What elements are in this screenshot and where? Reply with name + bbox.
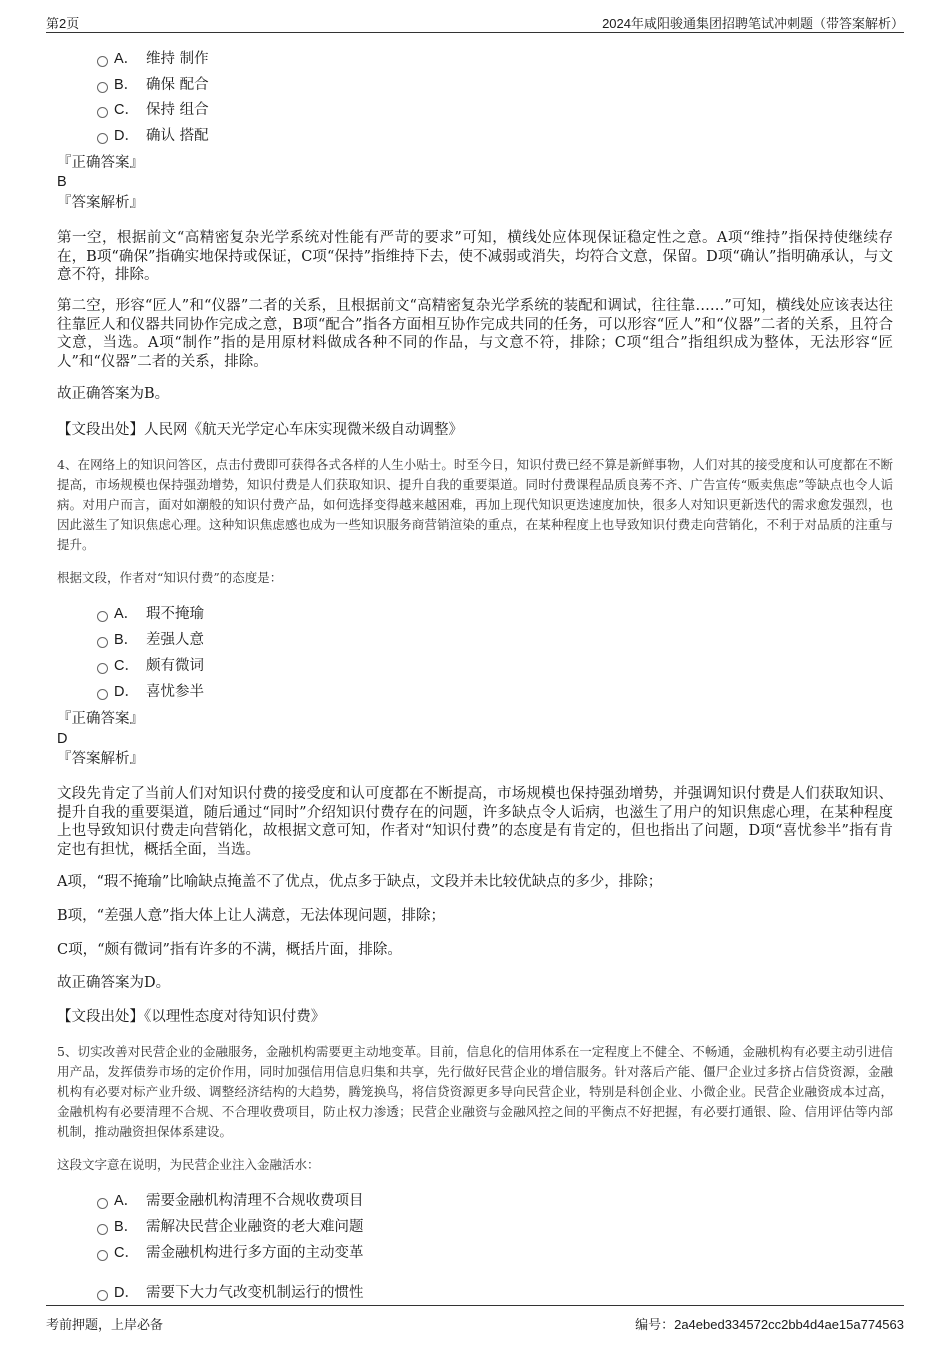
q3-analysis-label: 『答案解析』 <box>57 195 144 211</box>
q3-option-c[interactable]: C． 保持 组合 <box>97 100 209 120</box>
q4-option-a[interactable]: A． 瑕不掩瑜 <box>97 604 204 624</box>
q4-option-d[interactable]: D． 喜忧参半 <box>97 682 204 702</box>
radio-icon[interactable] <box>97 133 108 144</box>
radio-icon[interactable] <box>97 1290 108 1301</box>
q3-option-d[interactable]: D． 确认 搭配 <box>97 126 209 146</box>
document-id: 编号：2a4ebed334572cc2bb4d4ae15a774563 <box>635 1317 904 1332</box>
radio-icon[interactable] <box>97 689 108 700</box>
q4-analysis-p1: 文段先肯定了当前人们对知识付费的接受度和认可度都在不断提高，市场规模也保持强劲增势，并强调知识付费是人们获取知识、提升自我的重要渠道，随后通过“同时”介绍知识付费存在的问题，许多缺点令人诟病，也滋生了用户的知识焦虑心理，在某种程度上也导致知识付费走向营销化，故根据文意可知，作者对“知识付费”的态度是有肯定的，但也指出了问题，D项“喜忧参半”指有肯定也有担忧，概括全面，当选。 <box>57 786 893 858</box>
q3-option-a[interactable]: A． 维持 制作 <box>97 49 209 69</box>
q4-analysis-option-b: B项，“差强人意”指大体上让人满意，无法体现问题，排除； <box>57 908 445 924</box>
radio-icon[interactable] <box>97 1224 108 1235</box>
q4-question: 根据文段，作者对“知识付费”的态度是： <box>57 570 283 585</box>
q3-answer-label: 『正确答案』 <box>57 155 144 171</box>
q4-analysis-label: 『答案解析』 <box>57 751 144 767</box>
q3-answer: B <box>57 174 67 190</box>
q5-stem: 5、切实改善对民营企业的金融服务，金融机构需要更主动地变革。目前，信息化的信用体系在一定程度上不健全、不畅通，金融机构有必要主动引进信用产品，发挥债券市场的定价作用，同时加强信用信息归集和共享，先行做好民营企业的增信服务。针对落后产能、僵尸企业过多挤占信贷资源，金融机构有必要对标产业升级、调整经济结构的大趋势，腾笼换鸟，将信贷资源更多导向民营企业，特别是科创企业、小微企业。民营企业融资成本过高，金融机构有必要清理不合规、不合理收费项目，防止权力渗透；民营企业融资与金融风控之间的平衡点不好把握，有必要打通银、险、信用评估等内部机制，推动融资担保体系建设。 <box>57 1044 893 1139</box>
q5-option-c[interactable]: C． 需金融机构进行多方面的主动变革 <box>97 1243 364 1263</box>
radio-icon[interactable] <box>97 56 108 67</box>
radio-icon[interactable] <box>97 1250 108 1261</box>
q5-option-a[interactable]: A． 需要金融机构清理不合规收费项目 <box>97 1191 364 1211</box>
q5-option-d[interactable]: D． 需要下大力气改变机制运行的惯性 <box>97 1283 364 1303</box>
q3-source: 【文段出处】人民网《航天光学定心车床实现微米级自动调整》 <box>57 422 463 438</box>
q4-source: 【文段出处】《以理性态度对待知识付费》 <box>57 1009 326 1025</box>
q3-analysis-p2: 第二空，形容“匠人”和“仪器”二者的关系，且根据前文“高精密复杂光学系统的装配和调试，往往靠……”可知，横线处应该表达往往靠匠人和仪器共同协作完成之意，B项“配合”指各方面相互协作完成共同的任务，可以形容“匠人”和“仪器”二者的关系，且符合文意，当选。A项“制作”指的是用原材料做成各种不同的作品，与文意不符，排除；C项“组合”指组织成为整体，无法形容“匠人”和“仪器”二者的关系，排除。 <box>57 298 893 370</box>
page-header <box>46 12 904 33</box>
document-title: 2024年咸阳骏通集团招聘笔试冲刺题（带答案解析） <box>602 16 904 31</box>
q4-analysis-option-c: C项，“颇有微词”指有许多的不满，概括片面，排除。 <box>57 942 402 958</box>
page-number: 第2页 <box>46 16 80 31</box>
q5-question: 这段文字意在说明，为民营企业注入金融活水： <box>57 1157 320 1172</box>
radio-icon[interactable] <box>97 1198 108 1209</box>
q4-option-c[interactable]: C． 颇有微词 <box>97 656 204 676</box>
q4-answer-label: 『正确答案』 <box>57 711 144 727</box>
q4-answer: D <box>57 731 68 747</box>
q4-option-b[interactable]: B． 差强人意 <box>97 630 204 650</box>
radio-icon[interactable] <box>97 637 108 648</box>
radio-icon[interactable] <box>97 611 108 622</box>
radio-icon[interactable] <box>97 663 108 674</box>
q4-analysis-option-a: A项，“瑕不掩瑜”比喻缺点掩盖不了优点，优点多于缺点，文段并未比较优缺点的多少，排除； <box>57 874 663 890</box>
footer-slogan: 考前押题，上岸必备 <box>46 1318 164 1333</box>
page-footer <box>46 1305 904 1333</box>
q4-stem: 4、在网络上的知识问答区，点击付费即可获得各式各样的人生小贴士。时至今日，知识付费已经不算是新鲜事物，人们对其的接受度和认可度都在不断提高，市场规模也保持强劲增势，知识付费是人们获取知识、提升自我的重要渠道。同时付费课程品质良莠不齐、广告宣传“贩卖焦虑”等缺点也令人诟病。对用户而言，面对如潮般的知识付费产品，如何选择变得越来越困难，再加上现代知识更迭速度加快，很多人对知识更新迭代的需求愈发强烈，也因此滋生了知识焦虑心理。这种知识焦虑感也成为一些知识服务商营销渲染的重点，在某种程度上也导致知识付费走向营销化，不利于对品质的注重与提升。 <box>57 457 893 552</box>
radio-icon[interactable] <box>97 82 108 93</box>
q4-analysis-conclusion: 故正确答案为D。 <box>57 975 171 991</box>
q3-analysis-p1: 第一空，根据前文“高精密复杂光学系统对性能有严苛的要求”可知，横线处应体现保证稳定性之意。A项“维持”指保持使继续存在，B项“确保”指确实地保持或保证，C项“保持”指维持下去，使不减弱或消失，均符合文意，保留。D项“确认”指明确承认，与文意不符，排除。 <box>57 230 893 283</box>
q3-option-b[interactable]: B． 确保 配合 <box>97 75 209 95</box>
q5-option-b[interactable]: B． 需解决民营企业融资的老大难问题 <box>97 1217 364 1237</box>
radio-icon[interactable] <box>97 107 108 118</box>
q3-analysis-conclusion: 故正确答案为B。 <box>57 386 170 402</box>
